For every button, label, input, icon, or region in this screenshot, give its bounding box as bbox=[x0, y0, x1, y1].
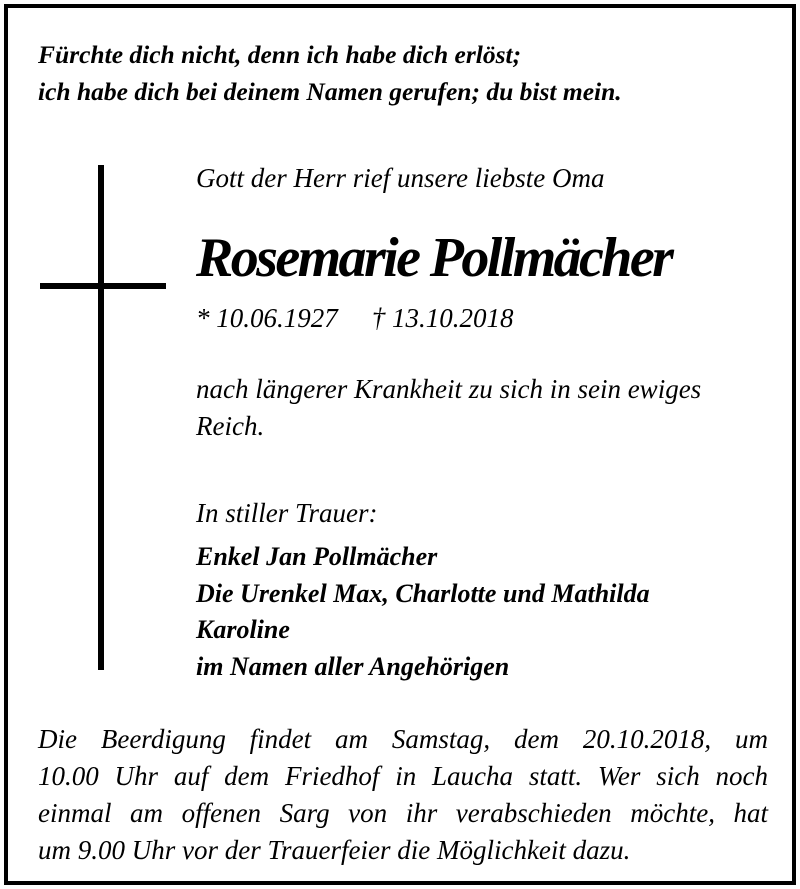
intro-text: Gott der Herr rief unsere liebste Oma bbox=[196, 163, 605, 193]
bible-verse bbox=[38, 36, 778, 110]
bible-verse-line-2: ich habe dich bei deinem Namen gerufen; du bist mein. bbox=[38, 77, 622, 106]
mourners-list bbox=[196, 539, 650, 685]
mourning-label: In stiller Trauer: bbox=[196, 498, 378, 528]
death-circumstance-line-2: Reich. bbox=[196, 411, 265, 441]
mourner-item: Karoline bbox=[196, 615, 290, 644]
life-dates bbox=[196, 300, 514, 336]
death-date: † 13.10.2018 bbox=[371, 303, 514, 333]
mourner-item: im Namen aller Angehörigen bbox=[196, 651, 510, 681]
funeral-notice-line-1: Die Beerdigung findet am Samstag, dem 20.10.2018, um bbox=[38, 724, 768, 754]
funeral-notice-line-2: 10.00 Uhr auf dem Friedhof in Laucha statt. Wer sich noch bbox=[38, 761, 768, 791]
mourner-item: Enkel Jan Pollmächer bbox=[196, 542, 438, 571]
funeral-notice-line-4: um 9.00 Uhr vor der Trauerfeier die Möglichkeit dazu. bbox=[38, 835, 631, 865]
cross-icon-horizontal-beam bbox=[40, 283, 166, 289]
bible-verse-line-1: Fürchte dich nicht, denn ich habe dich erlöst; bbox=[38, 40, 522, 69]
death-circumstance-line-1: nach längerer Krankheit zu sich in sein ewiges bbox=[196, 374, 702, 404]
funeral-notice-line-3: einmal am offenen Sarg von ihr verabschieden möchte, hat bbox=[38, 798, 768, 828]
mourner-item: Die Urenkel Max, Charlotte und Mathilda bbox=[196, 578, 650, 608]
funeral-notice bbox=[38, 721, 768, 869]
birth-date: * 10.06.1927 bbox=[196, 303, 338, 333]
deceased-name: Rosemarie Pollmächer bbox=[196, 227, 672, 289]
death-circumstance bbox=[196, 371, 776, 445]
cross-icon-vertical-beam bbox=[98, 165, 104, 670]
